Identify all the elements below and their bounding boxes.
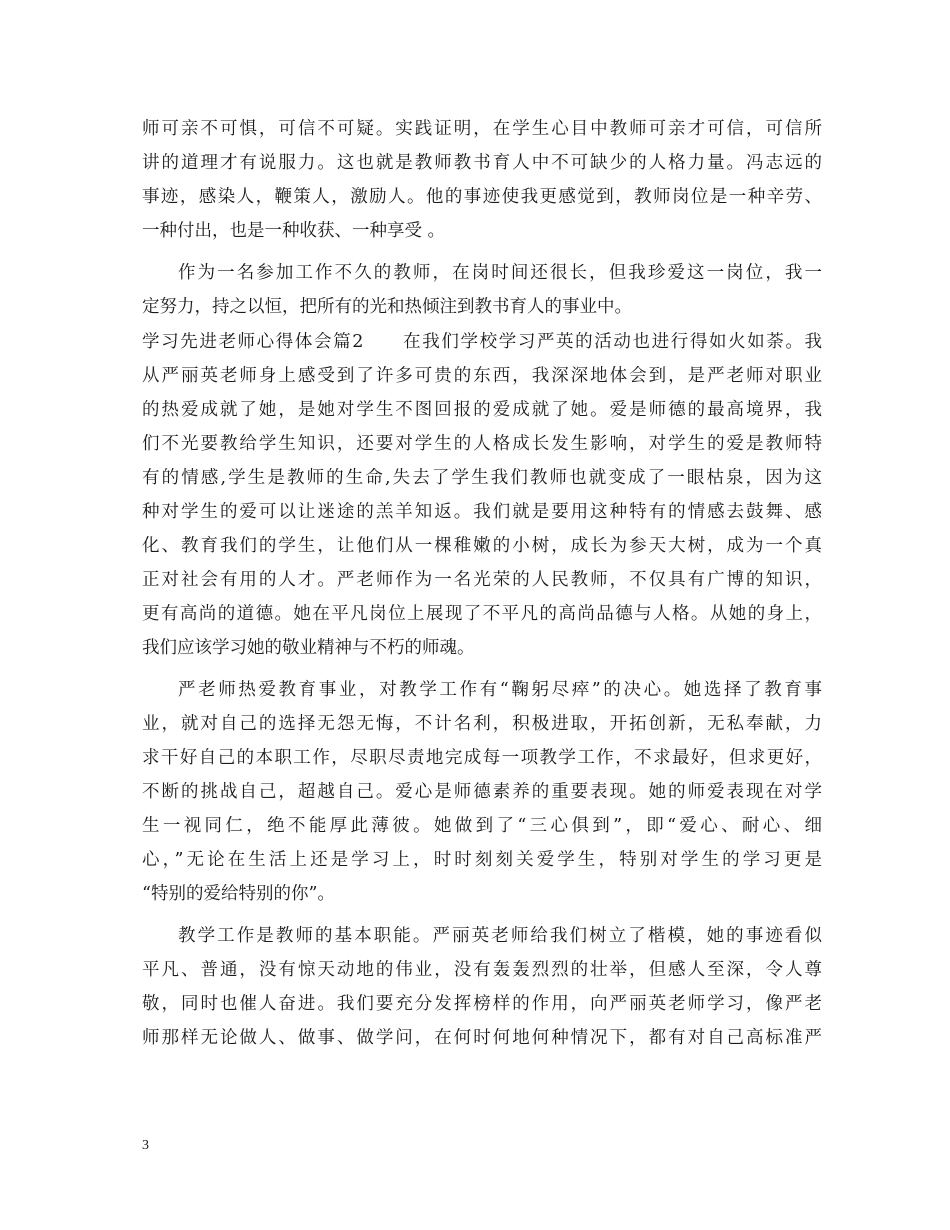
text-line: 更有高尚的道德。她在平凡岗位上展现了不平凡的高尚品德与人格。从她的身上， — [142, 604, 822, 624]
text-line: 有的情感,学生是教师的生命,失去了学生我们教师也就变成了一眼枯泉，因为这 — [142, 468, 822, 488]
text-line: 教学工作是教师的基本职能。严丽英老师给我们树立了楷模，她的事迹看似 — [178, 926, 822, 946]
text-line: 不断的挑战自己，超越自己。爱心是师德素养的重要表现。她的师爱表现在对学 — [142, 782, 822, 802]
text-line: 种对学生的爱可以让迷途的羔羊知返。我们就是要用这种特有的情感去鼓舞、感 — [142, 502, 822, 522]
text-line: 事迹，感染人，鞭策人，激励人。他的事迹使我更感觉到，教师岗位是一种辛劳、 — [142, 187, 822, 207]
text-line: 生一视同仁，绝不能厚此薄彼。她做到了“三心俱到”，即“爱心、耐心、细 — [142, 816, 822, 836]
text-line: 心，”无论在生活上还是学习上，时时刻刻关爱学生，特别对学生的学习更是 — [142, 850, 822, 870]
text-line: 的热爱成就了她，是她对学生不图回报的爱成就了她。爱是师德的最高境界，我 — [142, 400, 822, 420]
text-line: 作为一名参加工作不久的教师，在岗时间还很长，但我珍爱这一岗位，我一 — [178, 263, 822, 283]
text-line: “特别的爱给特别的你”。 — [142, 884, 335, 904]
text-line: 化、教育我们的学生，让他们从一棵稚嫩的小树，成长为参天大树，成为一个真 — [142, 536, 822, 556]
text-line: 师可亲不可惧，可信不可疑。实践证明，在学生心目中教师可亲才可信，可信所 — [142, 119, 822, 139]
text-line: 平凡、普通，没有惊天动地的伟业，没有轰轰烈烈的壮举，但感人至深，令人尊 — [142, 960, 822, 980]
text-line: 从严丽英老师身上感受到了许多可贵的东西，我深深地体会到，是严老师对职业 — [142, 366, 822, 386]
section-heading-line: 学习先进老师心得体会篇2 在我们学校学习严英的活动也进行得如火如荼。我 — [142, 332, 822, 352]
text-line: 师那样无论做人、做事、做学问，在何时何地何种情况下，都有对自己高标准严 — [142, 1028, 822, 1048]
text-line: 一种付出，也是一种收获、一种享受 。 — [142, 221, 446, 241]
text-line: 我们应该学习她的敬业精神与不朽的师魂。 — [142, 638, 475, 658]
text-line: 业，就对自己的选择无怨无悔，不计名利，积极进取，开拓创新，无私奉献，力 — [142, 714, 822, 734]
text-line: 敬，同时也催人奋进。我们要充分发挥榜样的作用，向严丽英老师学习，像严老 — [142, 994, 822, 1014]
text-line: 讲的道理才有说服力。这也就是教师教书育人中不可缺少的人格力量。冯志远的 — [142, 153, 822, 173]
text-line: 定努力，持之以恒，把所有的光和热倾注到教书育人的事业中。 — [142, 297, 632, 317]
page-number: 3 — [142, 1138, 149, 1153]
text-line: 们不光要教给学生知识，还要对学生的人格成长发生影响，对学生的爱是教师特 — [142, 434, 822, 454]
text-line: 求干好自己的本职工作，尽职尽责地完成每一项教学工作，不求最好，但求更好， — [142, 748, 822, 768]
text-line: 严老师热爱教育事业，对教学工作有“鞠躬尽瘁”的决心。她选择了教育事 — [178, 680, 822, 700]
text-line: 正对社会有用的人才。严老师作为一名光荣的人民教师，不仅具有广博的知识， — [142, 570, 822, 590]
